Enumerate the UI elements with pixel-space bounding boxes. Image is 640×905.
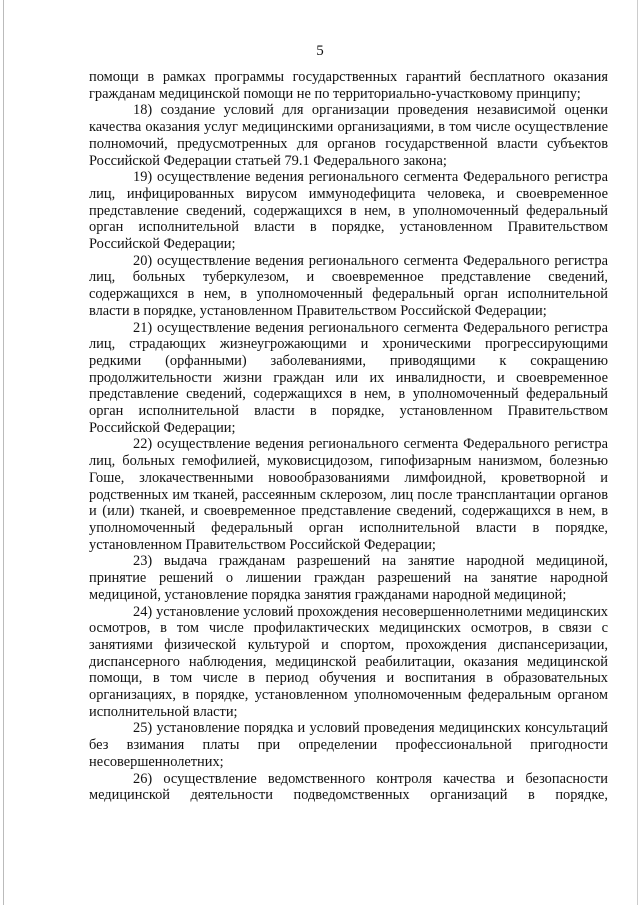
paragraph-item-18: 18) создание условий для организации проведения независимой оценки качества оказания услуг медицинскими организациями, в том числе осуществление полномочий, предусмотренных для органов государственной власти субъектов Российской Федерации статьей 79.1 Федерального закона; <box>89 102 608 169</box>
paragraph-item-26: 26) осуществление ведомственного контроля качества и безопасности медицинской деятельности подведомственных организаций в порядке, <box>89 770 608 804</box>
scan-left-edge <box>3 0 4 905</box>
paragraph-continuation: помощи в рамках программы государственных гарантий бесплатного оказания гражданам медицинской помощи не по территориально-участковому принципу; <box>89 69 608 102</box>
scan-right-edge <box>637 0 638 905</box>
paragraph-item-19: 19) осуществление ведения регионального сегмента Федерального регистра лиц, инфицированных вирусом иммунодефицита человека, и своевременное представление сведений, содержащихся в нем, в уполномоченный федеральный орган исполнительной власти в порядке, установленном Правительством Российской Федерации; <box>89 169 608 253</box>
document-body <box>89 69 608 804</box>
paragraph-item-21: 21) осуществление ведения регионального сегмента Федерального регистра лиц, страдающих жизнеугрожающими и хроническими прогрессирующими редкими (орфанными) заболеваниями, приводящими к сокращению продолжительности жизни граждан или их инвалидности, и своевременное представление сведений, содержащихся в нем, в уполномоченный федеральный орган исполнительной власти в порядке, установленном Правительством Российской Федерации; <box>89 319 608 436</box>
paragraph-item-22: 22) осуществление ведения регионального сегмента Федерального регистра лиц, больных гемофилией, муковисцидозом, гипофизарным нанизмом, болезнью Гоше, злокачественными новообразованиями лимфоидной, кроветворной и родственных им тканей, рассеянным склерозом, лиц после трансплантации органов и (или) тканей, и своевременное представление сведений, содержащихся в нем, в уполномоченный федеральный орган исполнительной власти в порядке, установленном Правительством Российской Федерации; <box>89 436 608 553</box>
paragraph-item-20: 20) осуществление ведения регионального сегмента Федерального регистра лиц, больных туберкулезом, и своевременное представление сведений, содержащихся в нем, в уполномоченный федеральный орган исполнительной власти в порядке, установленном Правительством Российской Федерации; <box>89 252 608 319</box>
paragraph-item-24: 24) установление условий прохождения несовершеннолетними медицинских осмотров, в том числе профилактических медицинских осмотров, в связи с занятиями физической культурой и спортом, прохождения диспансеризации, диспансерного наблюдения, медицинской реабилитации, оказания медицинской помощи, в том числе в период обучения и воспитания в образовательных организациях, в порядке, установленном уполномоченным федеральным органом исполнительной власти; <box>89 603 608 720</box>
page-number: 5 <box>316 43 324 59</box>
paragraph-item-23: 23) выдача гражданам разрешений на занятие народной медициной, принятие решений о лишении граждан разрешений на занятие народной медициной, установление порядка занятия гражданами народной медициной; <box>89 553 608 603</box>
paragraph-item-25: 25) установление порядка и условий проведения медицинских консультаций без взимания платы при определении профессиональной пригодности несовершеннолетних; <box>89 720 608 770</box>
